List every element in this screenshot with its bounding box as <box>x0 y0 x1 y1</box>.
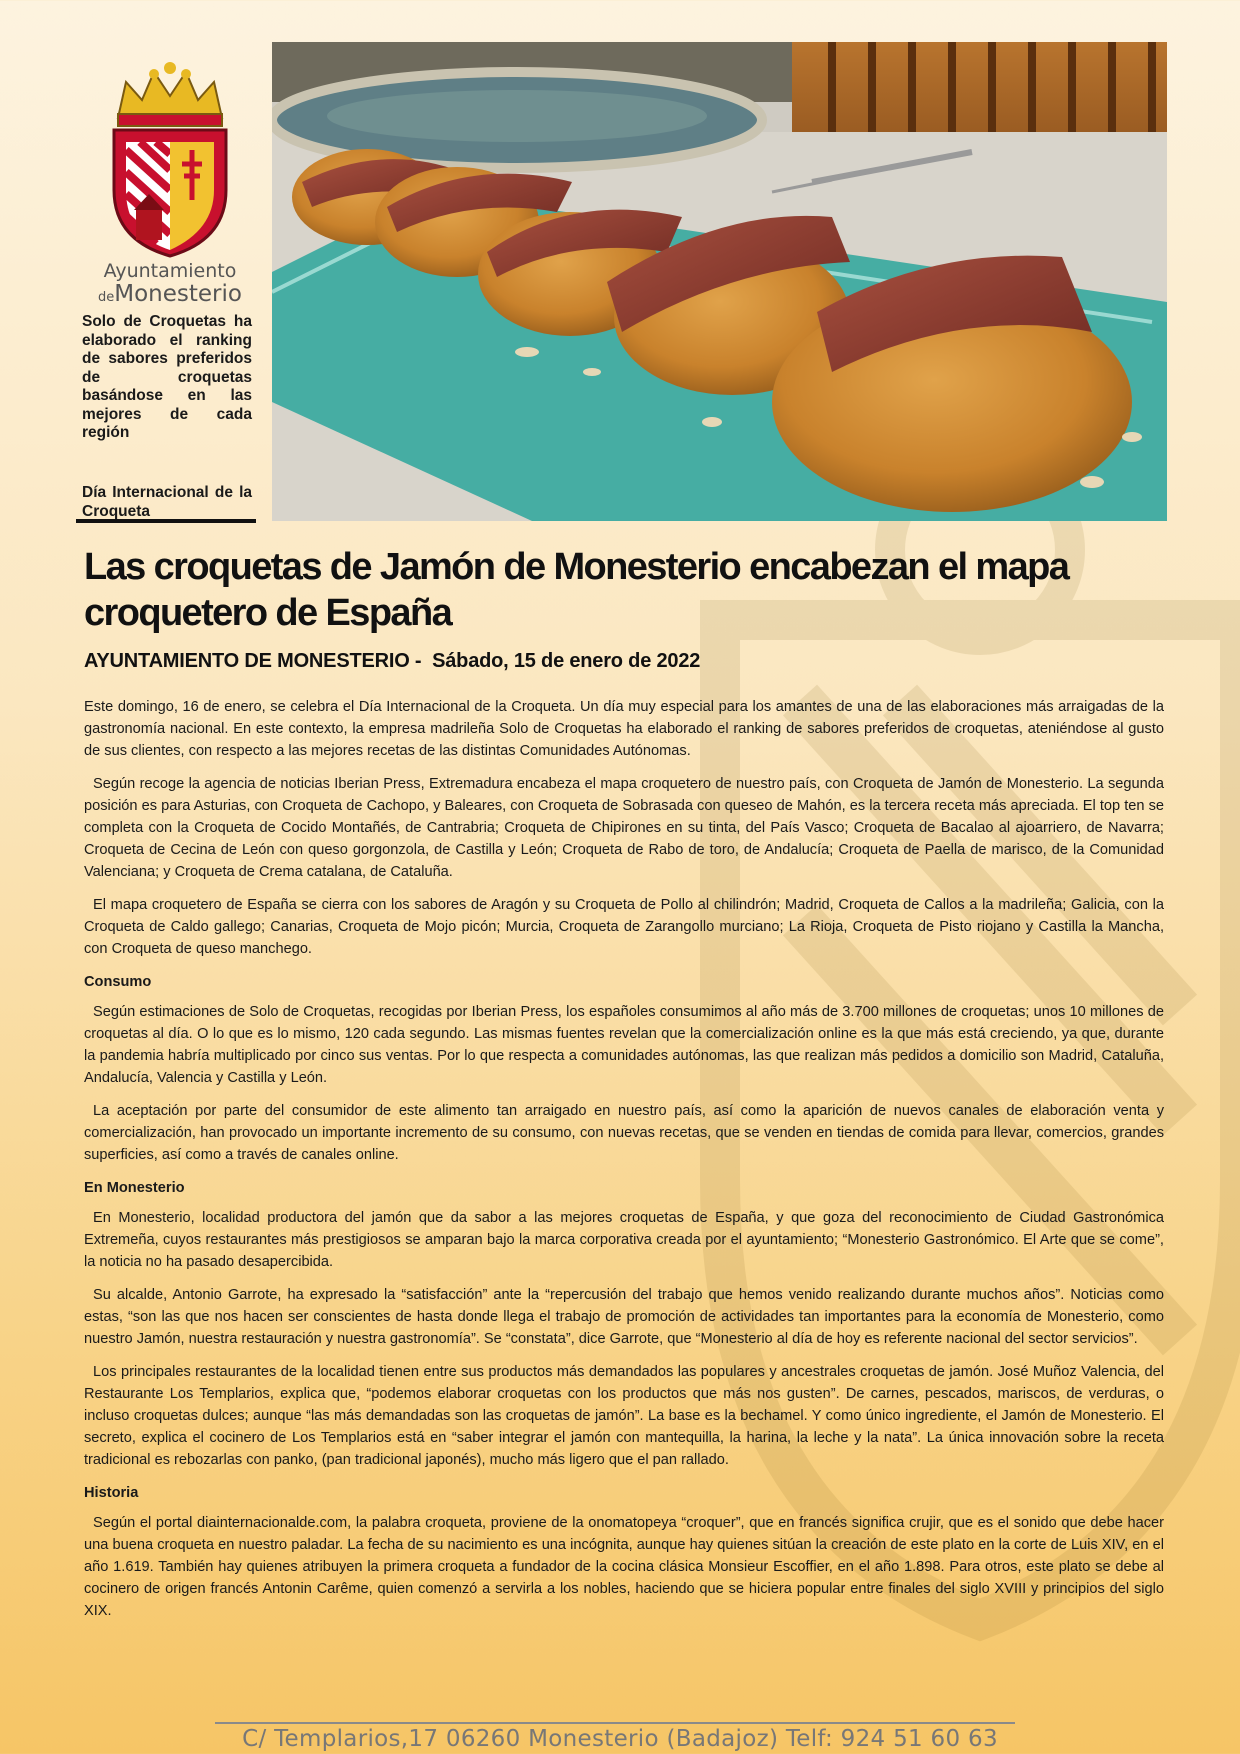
paragraph: Este domingo, 16 de enero, se celebra el Día Internacional de la Croqueta. Un día muy especial para los amantes de una de las elaboraciones más arraigadas de la gastronomía nacional. En este contexto, la empresa madrileña Solo de Croquetas ha elaborado el ranking de sabores preferidos de croquetas, ateniéndose al gusto de sus clientes, con respecto a las mejores recetas de las distintas Comunidades Autónomas. <box>84 699 1164 759</box>
paragraph: El mapa croquetero de España se cierra con los sabores de Aragón y su Croqueta de Pollo al chilindrón; Madrid, Croqueta de Callos a la madrileña; Galicia, con la Croqueta de Caldo gallego; Canarias, Croqueta de Mojo picón; Murcia, Croqueta de Zarangollo murciano; La Rioja, Croqueta de Pisto riojano y Castilla la Mancha, con Croqueta de queso manchego. <box>84 897 1164 957</box>
footer-address: C/ Templarios,17 06260 Monesterio (Badajoz) Telf: 924 51 60 63 <box>242 1726 998 1752</box>
paragraph: La aceptación por parte del consumidor de este alimento tan arraigado en nuestro país, así como la aparición de nuevos canales de elaboración venta y comercialización, han provocado un importante incremento de su consumo, con nuevas recetas, que se venden en tiendas de comida para llevar, comercios, grandes superficies, así como a través de canales online. <box>84 1103 1164 1163</box>
paragraph: Según recoge la agencia de noticias Iberian Press, Extremadura encabeza el mapa croquetero de nuestro país, con Croqueta de Jamón de Monesterio. La segunda posición es para Asturias, con Croqueta de Cachopo, y Baleares, con Croqueta de Sobrasada con queseo de Mahón, es la tercera receta más apreciada. El top ten se completa con la Croqueta de Cocido Montañés, de Cantrabria; Croqueta de Chipirones en su tinta, del País Vasco; Croqueta de Bacalao al ajoarriero, de Navarra; Croqueta de Cecina de León con queso gorgonzola, de Castilla y León; Croqueta de Rabo de toro, de Andalucía; Croqueta de Paella de marisco, de la Comunidad Valenciana; y Croqueta de Crema catalana, de Cataluña. <box>84 776 1164 880</box>
paragraph: Según el portal diainternacionalde.com, la palabra croqueta, proviene de la onomatopeya “croquer”, que en francés significa crujir, que es el sonido que debe hacer una buena croqueta en nuestro paladar. La fecha de su nacimiento es una incógnita, aunque hay quienes sitúan la creación de este plato en la corte de Luis XIV, en el año 1.619. También hay quienes atribuyen la primera croqueta a fundador de la cocina clásica Monsieur Escoffier, en el año 1.898. Para otros, este plato se debe al cocinero de origen francés Antonin Carême, quien comenzó a servirla a los nobles, haciendo que se hiciera popular entre finales del siglo XVIII y principios del siglo XIX. <box>84 1515 1164 1619</box>
logo-line-monesterio: Monesterio <box>114 280 242 307</box>
paragraph: Los principales restaurantes de la localidad tienen entre sus productos más demandados las populares y ancestrales croquetas de jamón. José Muñoz Valencia, del Restaurante Los Templarios, explica que, “podemos elaborar croquetas con los productos que más nos gusten”. De carnes, pescados, mariscos, de verduras, o incluso croquetas dulces; aunque “las más demandadas son las croquetas de jamón”. La base es la bechamel. Y como único ingrediente, el Jamón de Monesterio. El secreto, explica el cocinero de Los Templarios está en “saber integrar el jamón con mantequilla, la harina, la leche y la nata”. La única innovación sobre la receta tradicional es rebozarlas con panko, (pan tradicional japonés), mucho más ligero que el pan rallado. <box>84 1364 1164 1468</box>
section-heading-historia: Historia <box>84 1485 139 1501</box>
ayuntamiento-logo <box>96 60 244 310</box>
logo-line-ayuntamiento: Ayuntamiento <box>103 260 237 282</box>
section-heading-en-monesterio: En Monesterio <box>84 1180 185 1196</box>
paragraph: Su alcalde, Antonio Garrote, ha expresado la “satisfacción” ante la “repercusión del trabajo que hemos venido realizando durante muchos años”. Noticias como estas, “son las que nos hacen ser conscientes de hasta donde llega el trabajo de promoción de actividades tan importantes para la economía de Monesterio, como nuestro Jamón, nuestra restauración y nuestra gastronomía”. Se “constata”, dice Garrote, que “Monesterio al día de hoy es referente nacional del sector servicios”. <box>84 1287 1164 1347</box>
sidebar-summary: Solo de Croquetas ha elaborado el ranking de sabores preferidos de croquetas basándose en las mejores de cada región <box>82 313 252 441</box>
article-headline: Las croquetas de Jamón de Monesterio encabezan el mapa croquetero de España <box>84 546 1069 634</box>
article-body <box>84 696 1164 1633</box>
paragraph: En Monesterio, localidad productora del jamón que da sabor a las mejores croquetas de España, y que goza del reconocimiento de Ciudad Gastronómica Extremeña, cuyos restaurantes más prestigiosos se amparan bajo la marca corporativa creada por el ayuntamiento; “Monesterio Gastronómico. El Arte que se come”, la noticia no ha pasado desapercibida. <box>84 1210 1164 1270</box>
paragraph: Según estimaciones de Solo de Croquetas, recogidas por Iberian Press, los españoles consumimos al año más de 3.700 millones de croquetas; unos 10 millones de croquetas al día. O lo que es lo mismo, 120 cada segundo. Las mismas fuentes revelan que la comercialización online es la que más está creciendo, ya que, durante la pandemia habría multiplicado por cinco sus ventas. Por lo que respecta a comunidades autónomas, las que realizan más pedidos a domicilio son Madrid, Cataluña, Andalucía, Valencia y Castilla y León. <box>84 1004 1164 1086</box>
coat-of-arms-icon <box>96 60 244 260</box>
sidebar-divider <box>76 519 256 523</box>
byline-date: Sábado, 15 de enero de 2022 <box>432 650 701 672</box>
sidebar-tag: Día Internacional de la Croqueta <box>82 484 252 520</box>
croquetas-photo <box>272 42 1167 521</box>
logo-line-de: de <box>98 289 115 305</box>
section-heading-consumo: Consumo <box>84 974 152 990</box>
byline-source: AYUNTAMIENTO DE MONESTERIO - <box>84 650 422 672</box>
article-byline <box>84 650 1164 673</box>
footer-divider <box>215 1722 1015 1724</box>
